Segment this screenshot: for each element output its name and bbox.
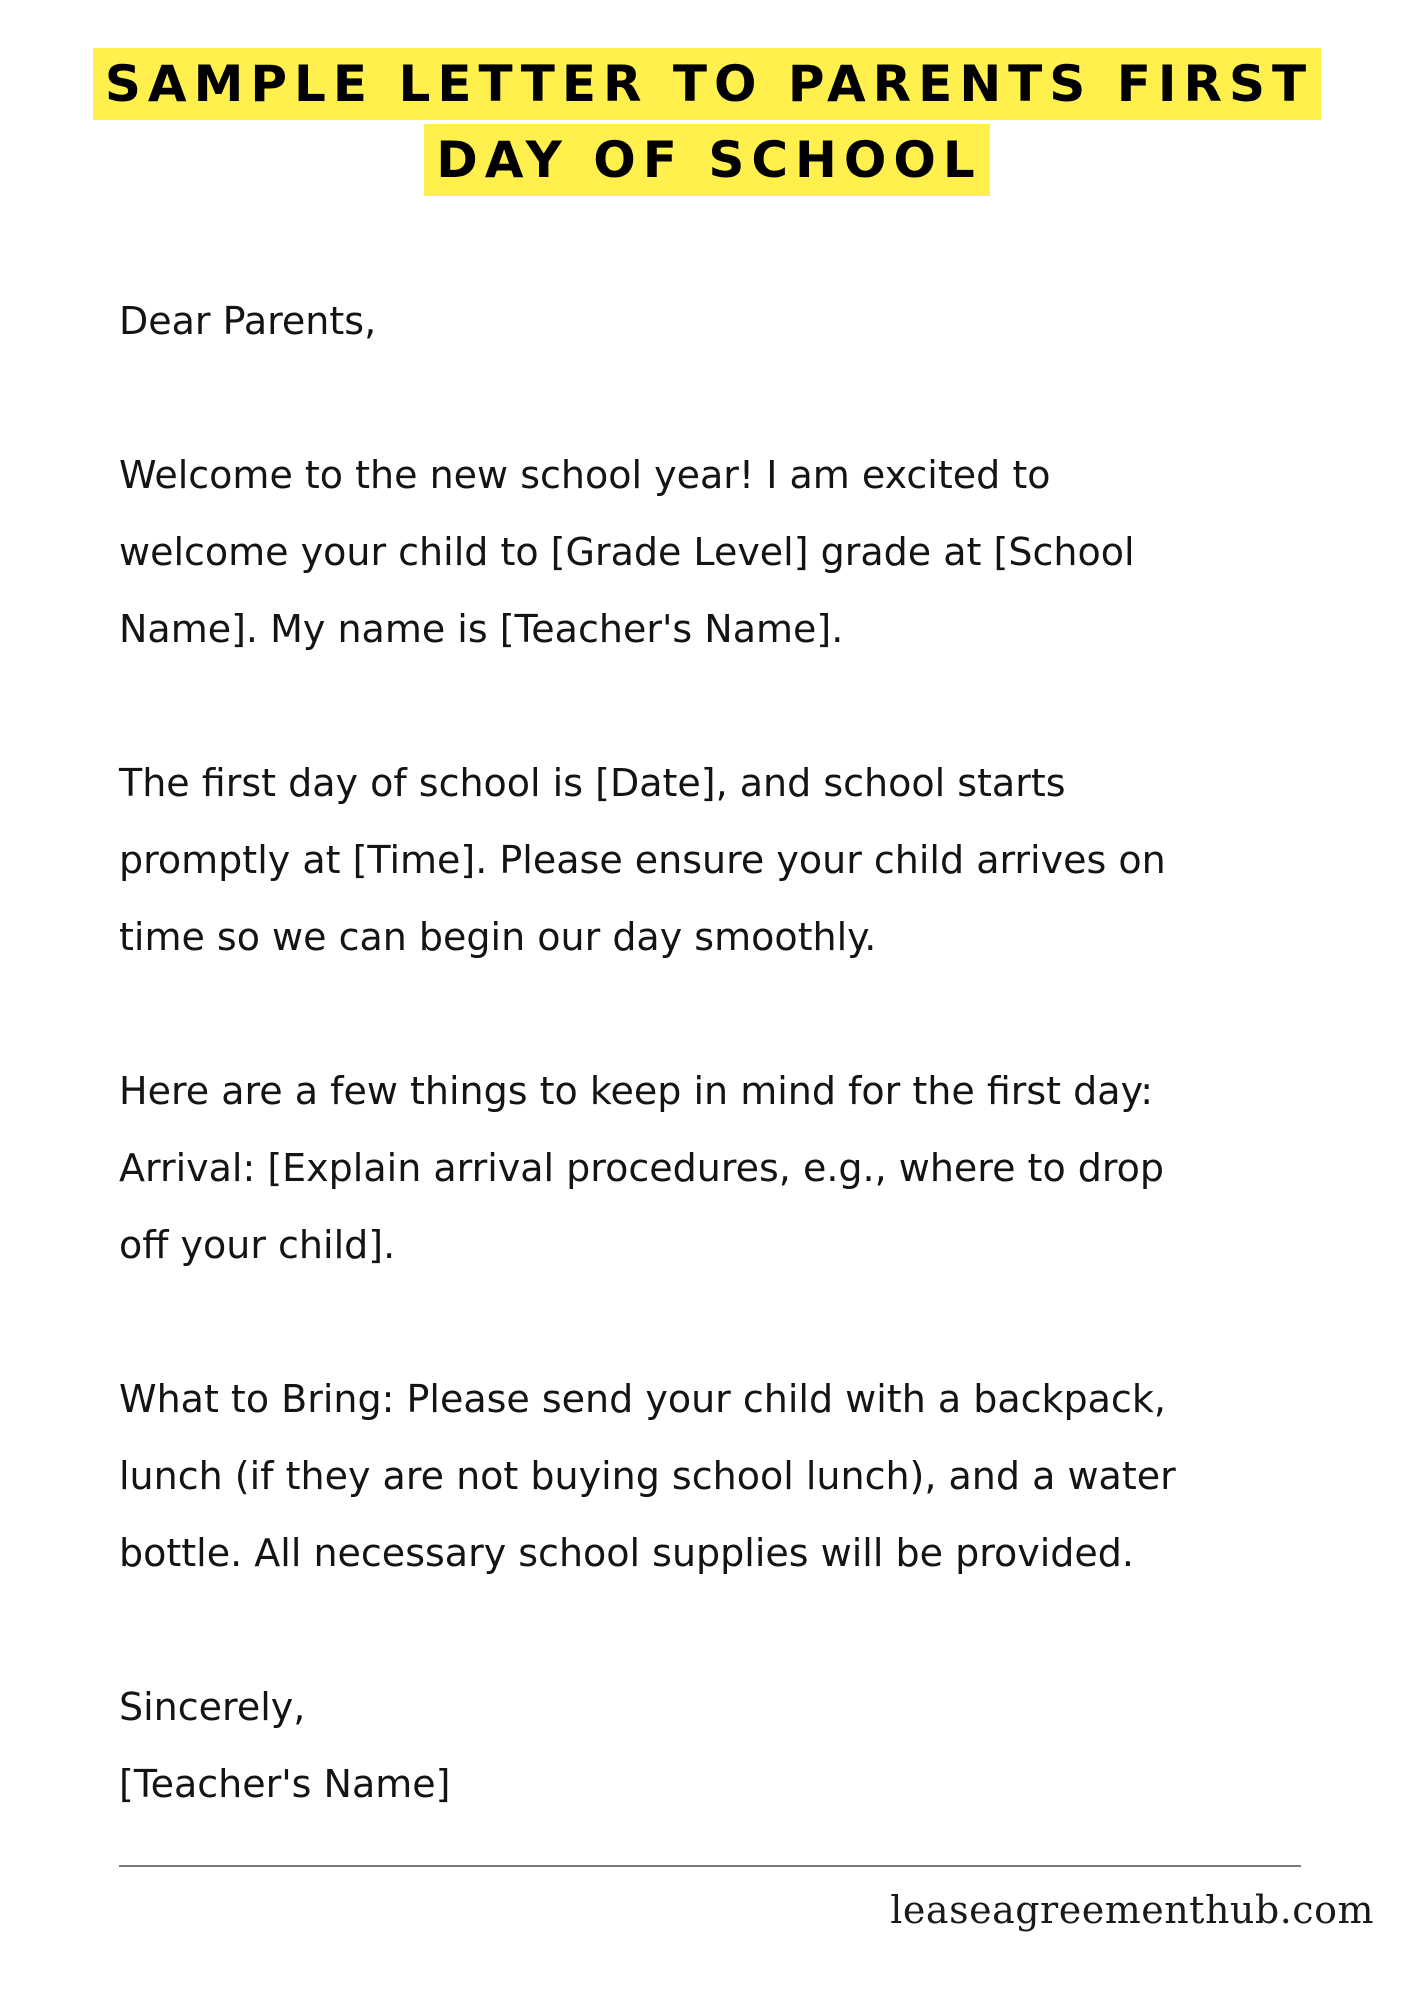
welcome-line-1: Welcome to the new school year! I am excited to bbox=[119, 453, 1051, 497]
bring-line-2: lunch (if they are not buying school lunch), and a water bbox=[119, 1454, 1176, 1498]
first-day-line-1: The first day of school is [Date], and school starts bbox=[119, 761, 1066, 805]
first-day-line-2: promptly at [Time]. Please ensure your child arrives on bbox=[119, 838, 1166, 882]
closing-paragraph bbox=[119, 1669, 1339, 1823]
bring-line-3: bottle. All necessary school supplies will be provided. bbox=[119, 1531, 1134, 1575]
what-to-bring-paragraph bbox=[119, 1361, 1339, 1592]
welcome-line-3: Name]. My name is [Teacher's Name]. bbox=[119, 607, 844, 651]
letter-body bbox=[119, 283, 1339, 1900]
title-line-2: DAY OF SCHOOL bbox=[424, 124, 990, 196]
title-line-1: SAMPLE LETTER TO PARENTS FIRST bbox=[93, 48, 1321, 120]
arrival-line-1: Here are a few things to keep in mind for the first day: bbox=[119, 1069, 1154, 1113]
first-day-paragraph bbox=[119, 745, 1339, 976]
arrival-line-2: Arrival: [Explain arrival procedures, e.g., where to drop bbox=[119, 1146, 1165, 1190]
closing: Sincerely, bbox=[119, 1685, 306, 1729]
bring-line-1: What to Bring: Please send your child with a backpack, bbox=[119, 1377, 1166, 1421]
arrival-paragraph bbox=[119, 1053, 1339, 1284]
welcome-paragraph bbox=[119, 437, 1339, 668]
arrival-line-3: off your child]. bbox=[119, 1223, 396, 1267]
footer-divider bbox=[119, 1865, 1301, 1867]
footer-brand: leaseagreementhub.com bbox=[890, 1888, 1374, 1932]
greeting: Dear Parents, bbox=[119, 299, 377, 343]
greeting-paragraph bbox=[119, 283, 1339, 360]
signature: [Teacher's Name] bbox=[119, 1762, 451, 1806]
welcome-line-2: welcome your child to [Grade Level] grade at [School bbox=[119, 530, 1135, 574]
first-day-line-3: time so we can begin our day smoothly. bbox=[119, 915, 877, 959]
document-title bbox=[0, 48, 1414, 196]
